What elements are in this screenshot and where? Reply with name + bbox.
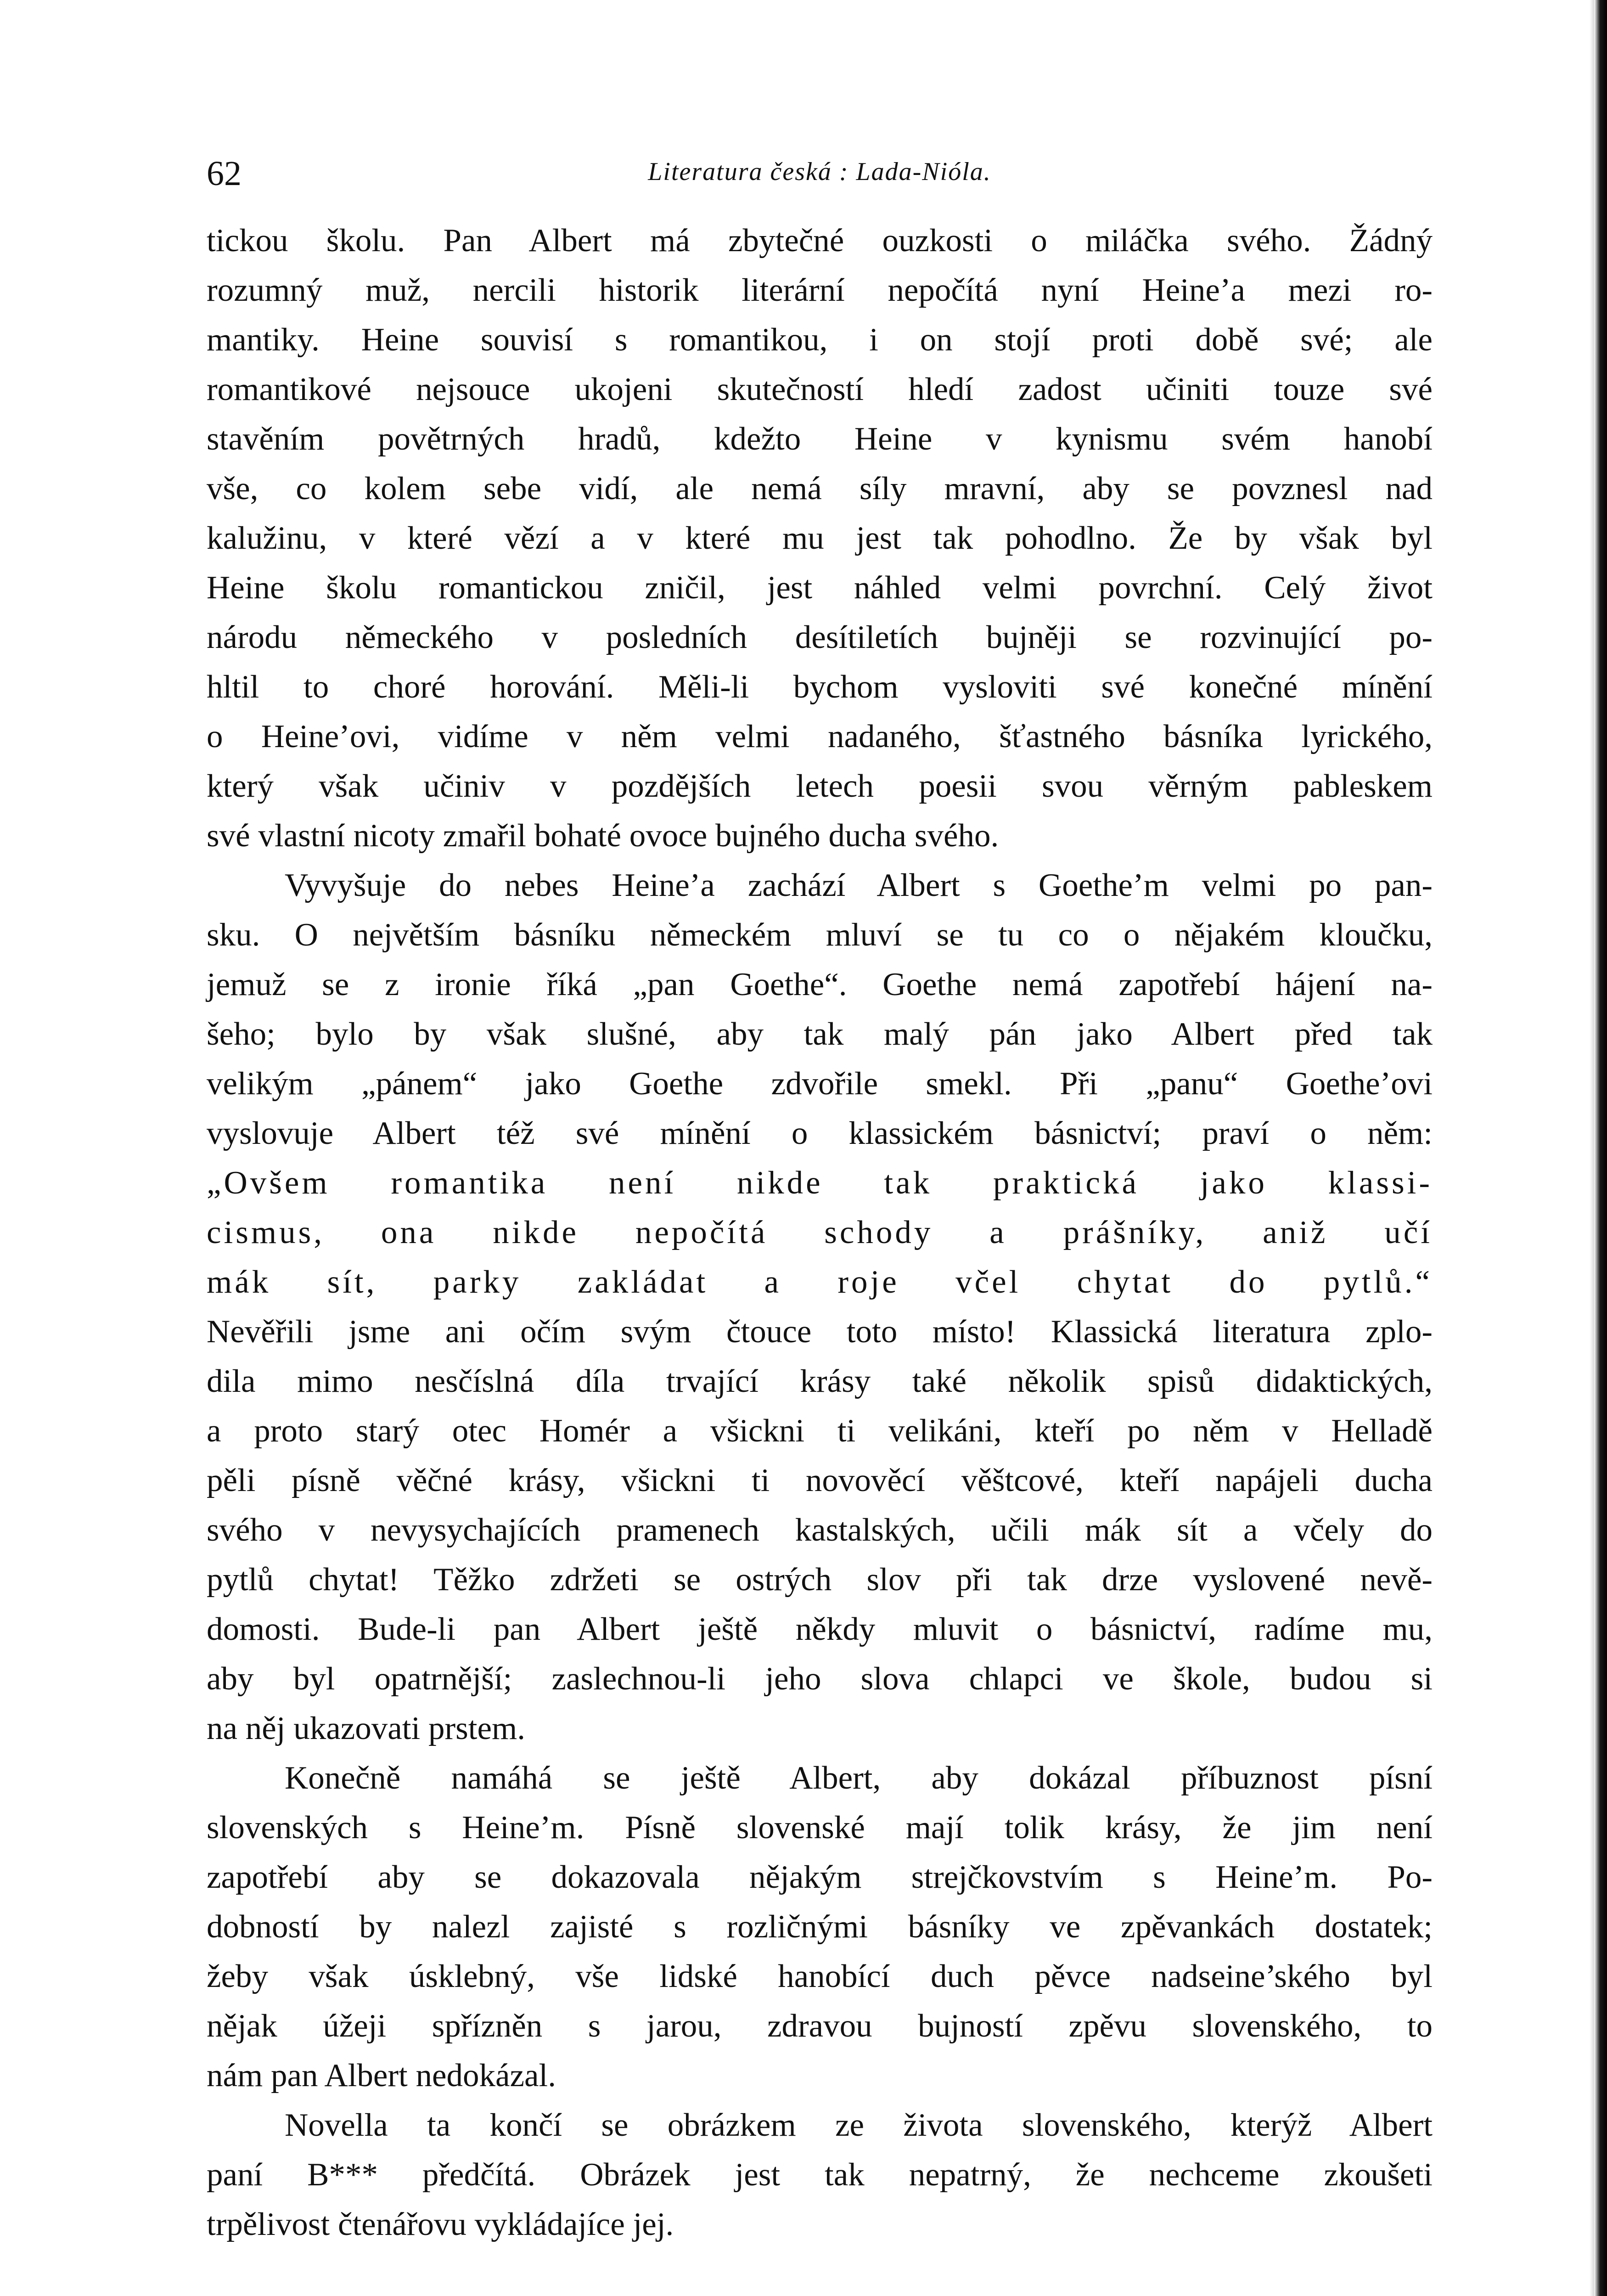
text-line: žeby však úsklebný, vše lidské hanobící duch pěvce nadseine’ského byl	[207, 1958, 1433, 1994]
quoted-line: „Ovšem romantika není nikde tak praktická jako klassi-	[207, 1165, 1433, 1201]
text-line: nějak úžeji spřízněn s jarou, zdravou bujností zpěvu slovenského, to	[207, 2008, 1433, 2044]
text-line: velikým „pánem“ jako Goethe zdvořile smekl. Při „panu“ Goethe’ovi	[207, 1066, 1433, 1102]
text-line: Heine školu romantickou zničil, jest náhled velmi povrchní. Celý život	[207, 570, 1433, 606]
text-line: pytlů chytat! Těžko zdržeti se ostrých slov při tak drze vyslovené nevě-	[207, 1562, 1433, 1598]
text-line: zapotřebí aby se dokazovala nějakým strejčkovstvím s Heine’m. Po-	[207, 1859, 1433, 1895]
text-line: hltil to choré horování. Měli-li bychom vysloviti své konečné mínění	[207, 669, 1433, 705]
quoted-line: mák sít, parky zakládat a roje včel chytat do pytlů.“	[207, 1264, 1433, 1300]
page-header	[207, 138, 1433, 193]
text-line: sku. O největším básníku německém mluví se tu co o nějakém kloučku,	[207, 917, 1433, 953]
text-line: vyslovuje Albert též své mínění o klassickém básnictví; praví o něm:	[207, 1115, 1433, 1151]
text-line: paní B*** předčítá. Obrázek jest tak nepatrný, že nechceme zkoušeti	[207, 2157, 1433, 2193]
text-line: který však učiniv v pozdějších letech poesii svou věrným pableskem	[207, 768, 1433, 804]
book-page	[207, 138, 1433, 2249]
text-line: trpělivost čtenářovu vykládajíce jej.	[207, 2206, 674, 2242]
text-line: stavěním povětrných hradů, kdežto Heine v kynismu svém hanobí	[207, 421, 1433, 457]
text-line: o Heine’ovi, vidíme v něm velmi nadaného, šťastného básníka lyrického,	[207, 719, 1433, 754]
text-line: dobností by nalezl zajisté s rozličnými básníky ve zpěvankách dostatek;	[207, 1909, 1433, 1945]
quoted-line: cismus, ona nikde nepočítá schody a prášníky, aniž učí	[207, 1215, 1433, 1250]
text-line: a proto starý otec Homér a všickni ti velikáni, kteří po něm v Helladě	[207, 1413, 1433, 1449]
text-line: aby byl opatrnější; zaslechnou-li jeho slova chlapci ve škole, budou si	[207, 1661, 1433, 1697]
text-line: vše, co kolem sebe vidí, ale nemá síly mravní, aby se povznesl nad	[207, 471, 1433, 506]
text-line: tickou školu. Pan Albert má zbytečné ouzkosti o miláčka svého. Žádný	[207, 223, 1433, 259]
text-line: domosti. Bude-li pan Albert ještě někdy mluvit o básnictví, radíme mu,	[207, 1611, 1433, 1647]
text-line: mantiky. Heine souvisí s romantikou, i on stojí proti době své; ale	[207, 322, 1433, 358]
text-line: svého v nevysychajících pramenech kastalských, učili mák sít a včely do	[207, 1512, 1433, 1548]
text-line: Nevěřili jsme ani očím svým čtouce toto místo! Klassická literatura zplo-	[207, 1314, 1433, 1350]
text-line: nám pan Albert nedokázal.	[207, 2058, 556, 2093]
text-line: Vyvyšuje do nebes Heine’a zachází Albert s Goethe’m velmi po pan-	[285, 867, 1433, 903]
page-edge-shadow	[1590, 0, 1594, 2296]
text-line: slovenských s Heine’m. Písně slovenské mají tolik krásy, že jim není	[207, 1810, 1433, 1846]
text-line: rozumný muž, nercili historik literární nepočítá nyní Heine’a mezi ro-	[207, 272, 1433, 308]
text-line: jemuž se z ironie říká „pan Goethe“. Goethe nemá zapotřebí hájení na-	[207, 967, 1433, 1002]
text-line: kalužinu, v které vězí a v které mu jest tak pohodlno. Že by však byl	[207, 520, 1433, 556]
body-text	[207, 216, 1433, 2249]
running-title: Literatura česká : Lada-Nióla.	[648, 158, 991, 186]
text-line: národu německého v posledních desítiletích bujněji se rozvinující po-	[207, 619, 1433, 655]
text-line: dila mimo nesčíslná díla trvající krásy také několik spisů didaktických,	[207, 1363, 1433, 1399]
text-line: na něj ukazovati prstem.	[207, 1711, 525, 1746]
text-line: Novella ta končí se obrázkem ze života slovenského, kterýž Albert	[285, 2107, 1433, 2143]
page-edge	[1594, 0, 1607, 2296]
page-number: 62	[207, 154, 242, 193]
text-line: romantikové nejsouce ukojeni skutečností hledí zadost učiniti touze své	[207, 371, 1433, 407]
text-line: šeho; bylo by však slušné, aby tak malý pán jako Albert před tak	[207, 1016, 1433, 1052]
text-line: Konečně namáhá se ještě Albert, aby dokázal příbuznost písní	[285, 1760, 1433, 1796]
text-line: pěli písně věčné krásy, všickni ti novověcí věštcové, kteří napájeli ducha	[207, 1463, 1433, 1498]
text-line: své vlastní nicoty zmařil bohaté ovoce bujného ducha svého.	[207, 818, 999, 854]
